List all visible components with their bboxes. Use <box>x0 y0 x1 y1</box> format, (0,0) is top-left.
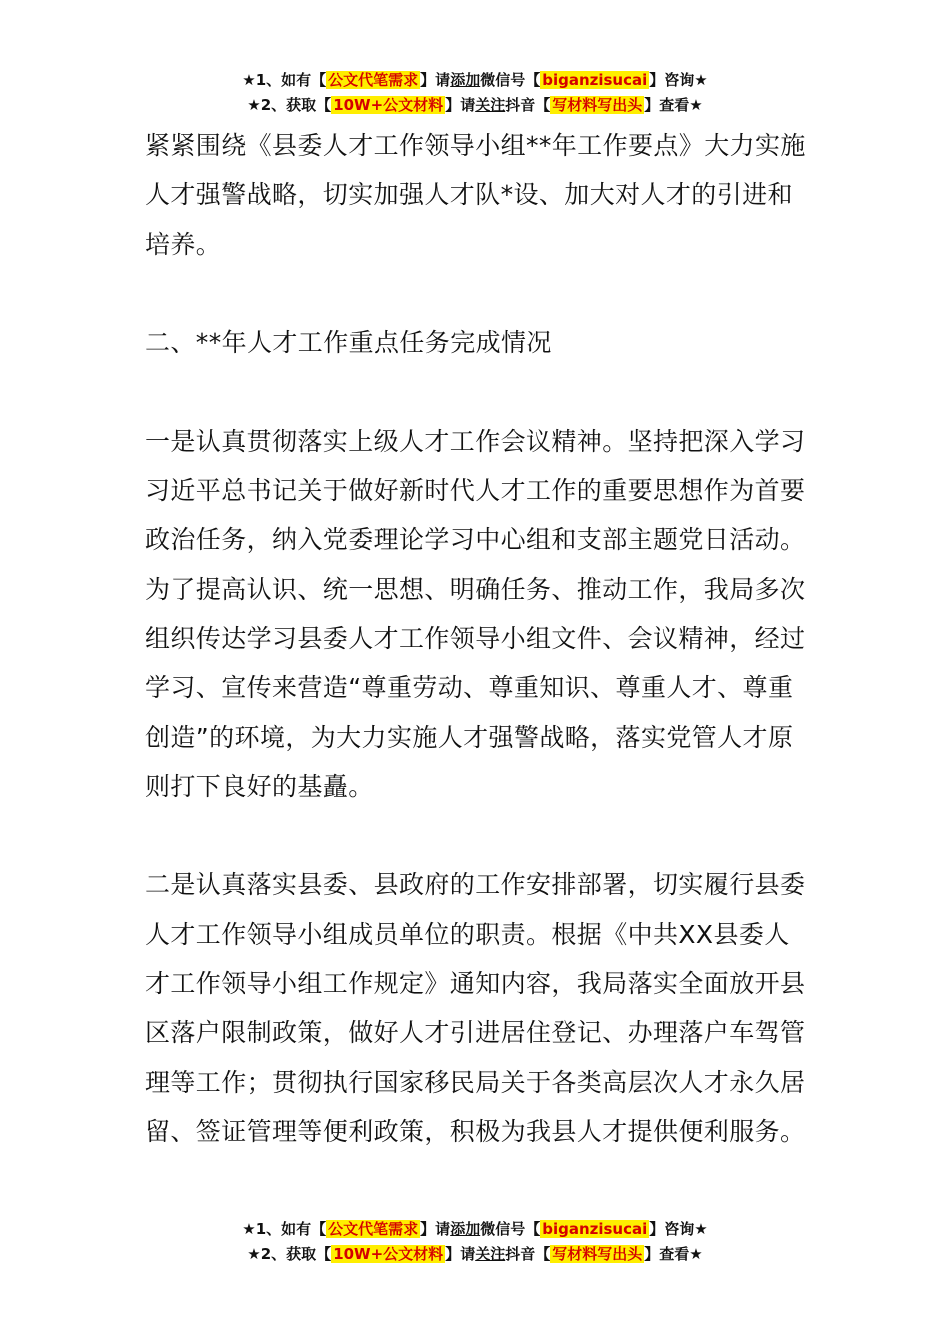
promo-highlight: 10W+公文材料 <box>333 96 444 114</box>
promo-text: 抖音【 <box>505 96 551 114</box>
body-paragraph-2: 二是认真落实县委、县政府的工作安排部署，切实履行县委人才工作领导小组成员单位的职责。根据《中共XX县委人才工作领导小组工作规定》通知内容，我局落实全面放开县区落户限制政策，做好人才引进居住登记、办理落户车驾管理等工作；贯彻执行国家移民局关于各类高层次人才永久居留、签证管理等便利政策，积极为我县人才提供便利服务。 <box>145 870 806 1146</box>
promo-text: ★1、如有【 <box>242 71 327 89</box>
intro-paragraph: 紧紧围绕《县委人才工作领导小组**年工作要点》大力实施人才强警战略，切实加强人才队*设、加大对人才的引进和培养。 <box>145 131 806 259</box>
promo-douyin-id: 写材料写出头 <box>552 1245 643 1263</box>
paragraph-gap <box>145 269 810 318</box>
promo-text: 】查看★ <box>644 1245 703 1263</box>
promo-text: ★1、如有【 <box>242 1220 327 1238</box>
paragraph-gap <box>145 367 810 416</box>
header-promo-line-1 <box>0 69 950 91</box>
promo-text: 微信号【 <box>480 1220 541 1238</box>
promo-text: 】查看★ <box>644 96 703 114</box>
promo-emphasis: 关注 <box>475 1245 506 1263</box>
promo-wechat-id: biganzisucai <box>542 1220 648 1238</box>
promo-highlight: 10W+公文材料 <box>333 1245 444 1263</box>
promo-text: ★2、获取【 <box>247 1245 332 1263</box>
promo-text: 】咨询★ <box>649 71 708 89</box>
promo-text: 】请 <box>445 96 476 114</box>
footer-promo-line-1 <box>0 1218 950 1240</box>
promo-text: 微信号【 <box>480 71 541 89</box>
promo-highlight: 公文代笔需求 <box>328 1220 419 1238</box>
promo-highlight: 公文代笔需求 <box>328 71 419 89</box>
promo-emphasis: 关注 <box>475 96 506 114</box>
section-heading: 二、**年人才工作重点任务完成情况 <box>145 328 552 358</box>
promo-text: 】咨询★ <box>649 1220 708 1238</box>
footer-promo-line-2 <box>0 1243 950 1265</box>
promo-text: 】请 <box>420 71 451 89</box>
promo-text: 抖音【 <box>505 1245 551 1263</box>
promo-emphasis: 添加 <box>450 1220 481 1238</box>
promo-douyin-id: 写材料写出头 <box>552 96 643 114</box>
document-body <box>145 121 810 1156</box>
paragraph-gap <box>145 811 810 860</box>
promo-text: 】请 <box>420 1220 451 1238</box>
header-promo-line-2 <box>0 94 950 116</box>
promo-text: 】请 <box>445 1245 476 1263</box>
promo-emphasis: 添加 <box>450 71 481 89</box>
promo-text: ★2、获取【 <box>247 96 332 114</box>
promo-wechat-id: biganzisucai <box>542 71 648 89</box>
body-paragraph-1: 一是认真贯彻落实上级人才工作会议精神。坚持把深入学习习近平总书记关于做好新时代人才工作的重要思想作为首要政治任务，纳入党委理论学习中心组和支部主题党日活动。为了提高认识、统一思想、明确任务、推动工作，我局多次组织传达学习县委人才工作领导小组文件、会议精神，经过学习、宣传来营造“尊重劳动、尊重知识、尊重人才、尊重创造”的环境，为大力实施人才强警战略，落实党管人才原则打下良好的基矗。 <box>145 426 806 801</box>
